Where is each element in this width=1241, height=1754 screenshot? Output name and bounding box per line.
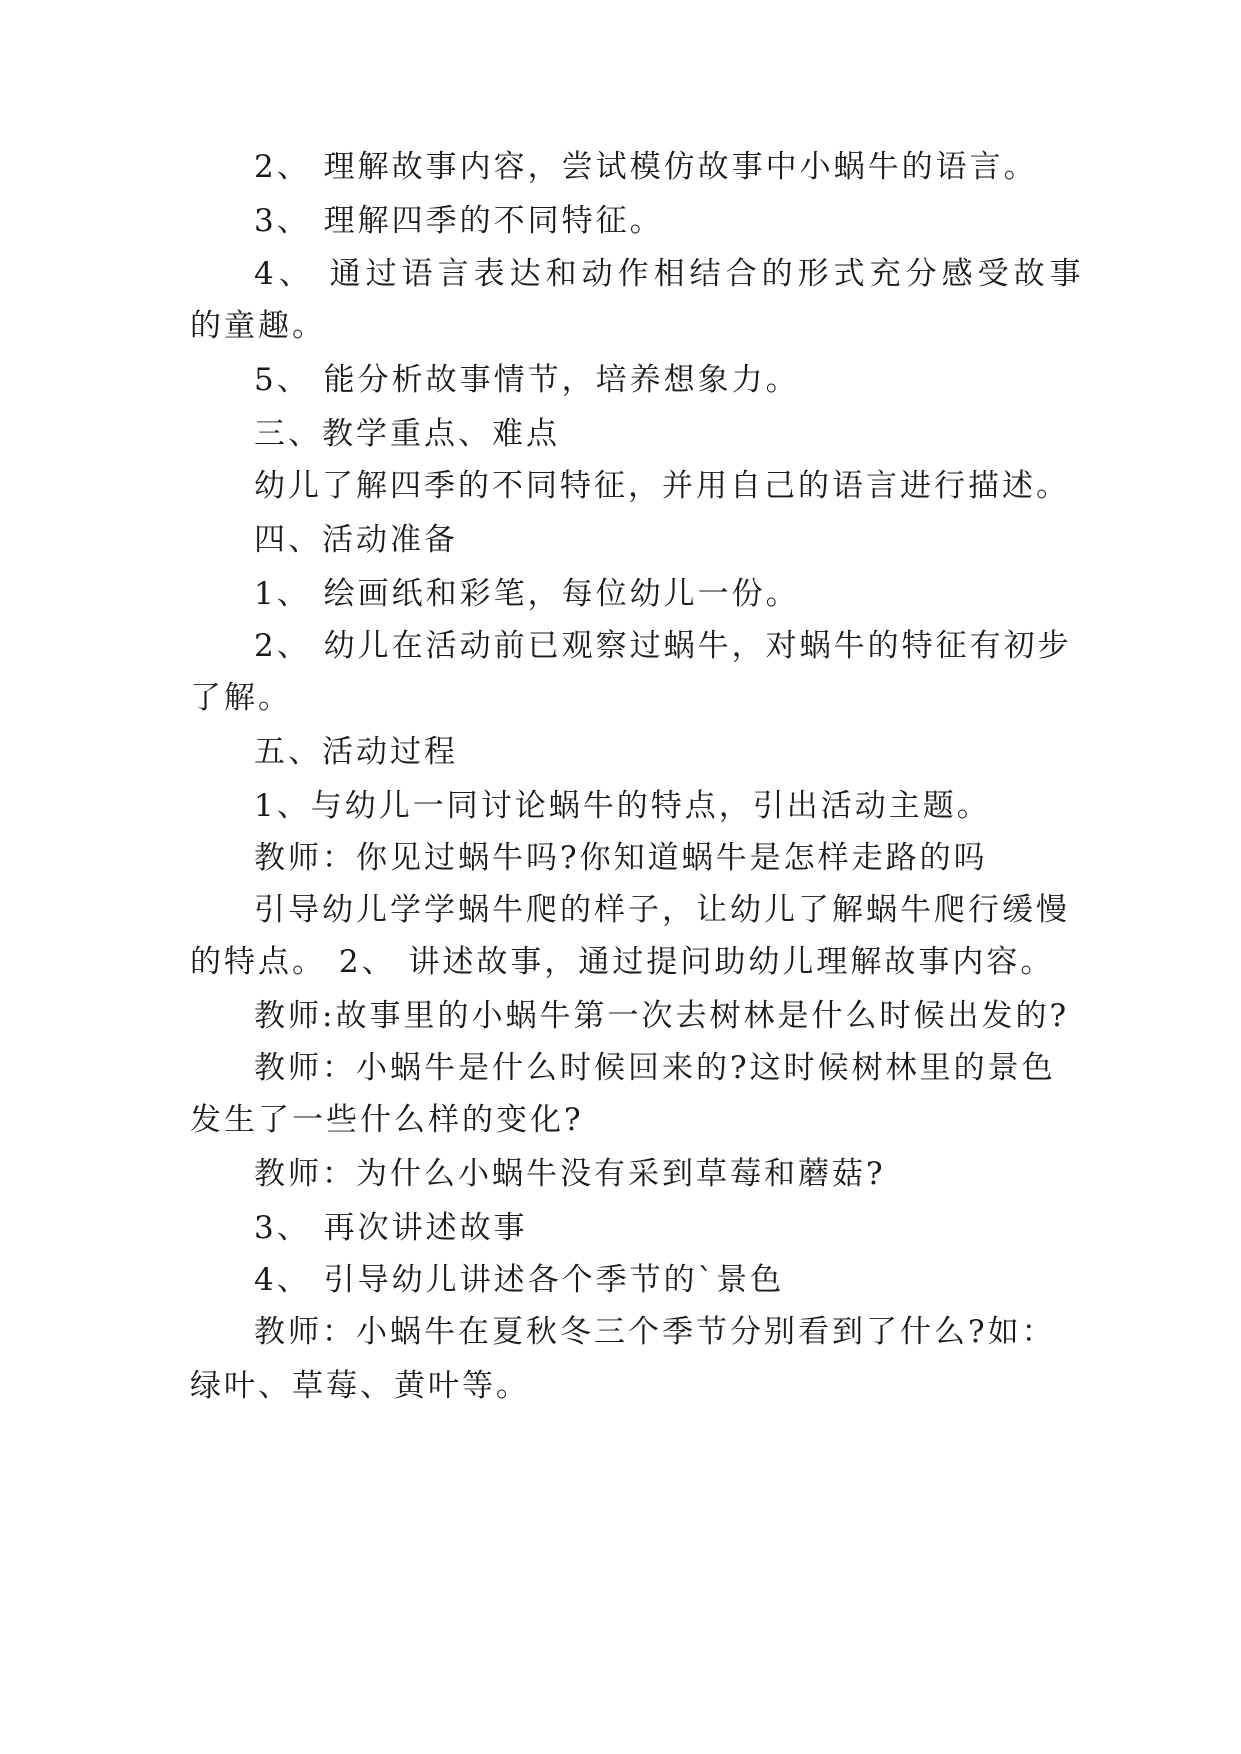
guide-text-cont: 的特点。 2、 讲述故事，通过提问助幼儿理解故事内容。 bbox=[190, 944, 1055, 980]
teacher-question-1: 教师：你见过蜗牛吗?你知道蜗牛是怎样走路的吗 bbox=[254, 840, 988, 876]
teacher-question-5-cont: 绿叶、草莓、黄叶等。 bbox=[190, 1368, 530, 1404]
process-1: 1、与幼儿一同讨论蜗牛的特点，引出活动主题。 bbox=[254, 788, 991, 824]
objective-4: 4、 通过语言表达和动作相结合的形式充分感受故事 bbox=[254, 256, 1086, 292]
preparation-2: 2、 幼儿在活动前已观察过蜗牛，对蜗牛的特征有初步 bbox=[254, 628, 1072, 664]
objective-3: 3、 理解四季的不同特征。 bbox=[254, 203, 664, 239]
preparation-2-cont: 了解。 bbox=[190, 680, 292, 716]
objective-5: 5、 能分析故事情节，培养想象力。 bbox=[254, 362, 800, 398]
guide-text: 引导幼儿学学蜗牛爬的样子，让幼儿了解蜗牛爬行缓慢 bbox=[254, 892, 1070, 928]
section-heading-preparation: 四、活动准备 bbox=[254, 522, 458, 558]
objective-4-cont: 的童趣。 bbox=[190, 308, 326, 344]
process-3: 3、 再次讲述故事 bbox=[254, 1210, 528, 1246]
teacher-question-2: 教师:故事里的小蜗牛第一次去树林是什么时候出发的? bbox=[254, 998, 1070, 1034]
teacher-question-3: 教师：小蜗牛是什么时候回来的?这时候树林里的景色 bbox=[254, 1050, 1056, 1086]
preparation-1: 1、 绘画纸和彩笔，每位幼儿一份。 bbox=[254, 576, 800, 612]
process-4: 4、 引导幼儿讲述各个季节的`景色 bbox=[254, 1262, 785, 1298]
section-heading-key-points: 三、教学重点、难点 bbox=[254, 416, 560, 452]
teacher-question-4: 教师：为什么小蜗牛没有采到草莓和蘑菇? bbox=[254, 1156, 886, 1192]
teacher-question-3-cont: 发生了一些什么样的变化? bbox=[190, 1102, 584, 1138]
section-heading-process: 五、活动过程 bbox=[254, 734, 458, 770]
teacher-question-5: 教师：小蜗牛在夏秋冬三个季节分别看到了什么?如： bbox=[254, 1314, 1056, 1350]
objective-2: 2、 理解故事内容，尝试模仿故事中小蜗牛的语言。 bbox=[254, 149, 1038, 185]
key-points-text: 幼儿了解四季的不同特征，并用自己的语言进行描述。 bbox=[254, 468, 1070, 504]
